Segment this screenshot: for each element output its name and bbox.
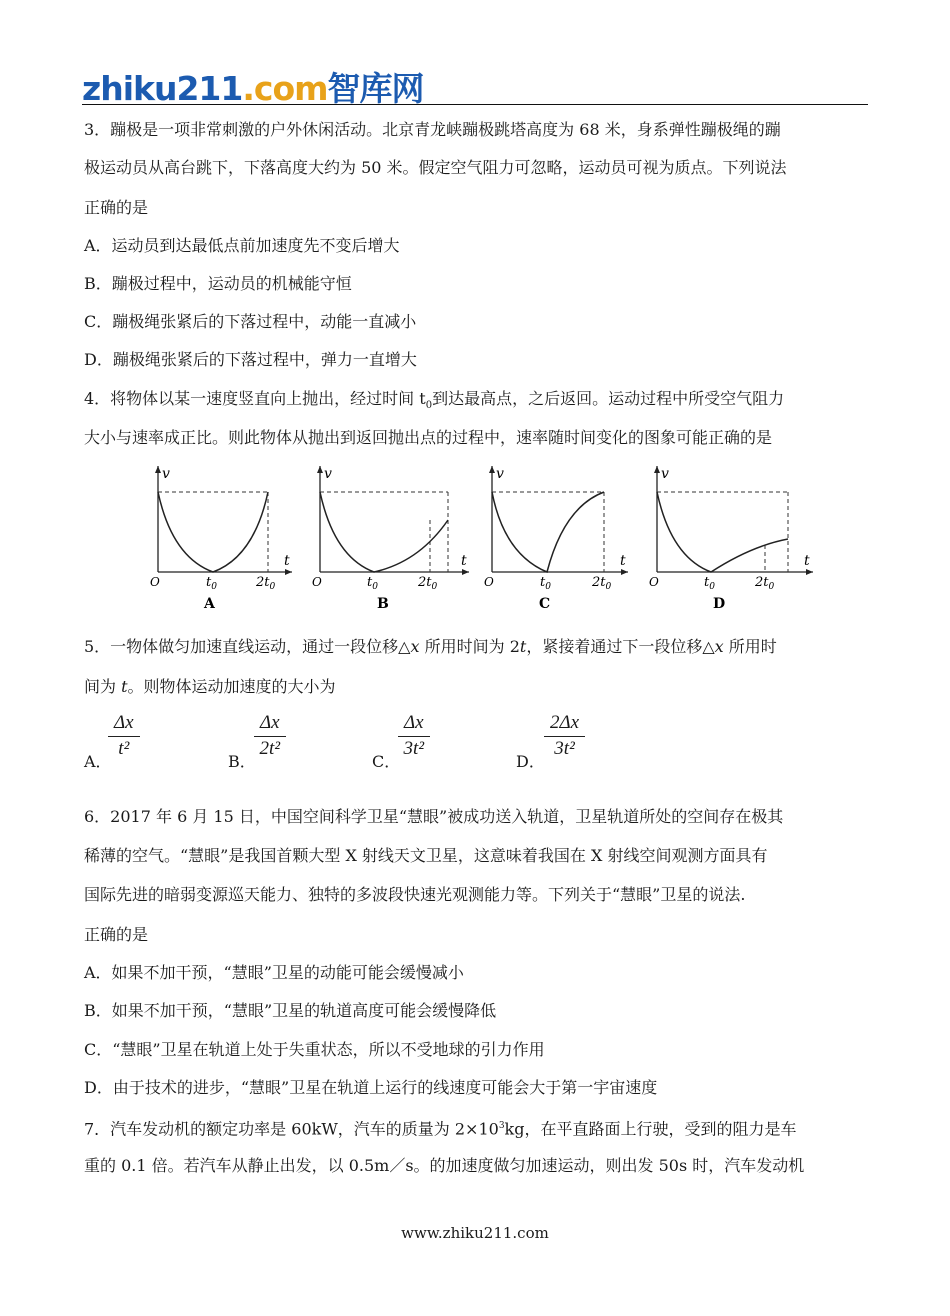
q3-line-1: 3．蹦极是一项非常刺激的户外休闲活动。北京青龙峡蹦极跳塔高度为 68 米，身系弹性蹦极绳的蹦 <box>84 120 781 139</box>
q4-line-1 <box>84 389 784 416</box>
q5-var-x2: x <box>714 637 724 656</box>
logo-text-3: 智库网 <box>327 69 424 108</box>
q5-var-t2: t <box>121 677 128 696</box>
q3-option-c: C．蹦极绳张紧后的下落过程中，动能一直减小 <box>84 312 417 331</box>
q5-option-a-letter: A． <box>84 752 112 771</box>
q7-sup: 3 <box>498 1121 505 1131</box>
q5-option-d-fraction <box>544 712 585 760</box>
graph-b <box>304 462 469 626</box>
graph-label: C <box>539 596 551 612</box>
q5-text-d: 所用时 <box>723 637 777 656</box>
q6-line-3: 国际先进的暗弱变源巡天能力、独特的多波段快速光观测能力等。下列关于“慧眼”卫星的说法. <box>84 885 746 904</box>
q5-option-b-fraction <box>254 712 286 760</box>
origin-label: O <box>484 575 494 589</box>
x-axis-arrow <box>285 569 292 575</box>
q3-option-d: D．蹦极绳张紧后的下落过程中，弹力一直增大 <box>84 350 417 369</box>
x-axis-arrow <box>806 569 813 575</box>
graph-label: A <box>204 596 215 612</box>
curve <box>492 492 604 572</box>
q6-option-d: D．由于技术的进步，“慧眼”卫星在轨道上运行的线速度可能会大于第一宇宙速度 <box>84 1078 658 1097</box>
graph-b-svg <box>304 462 469 622</box>
q4-line-2: 大小与速率成正比。则此物体从抛出到返回抛出点的过程中，速率随时间变化的图象可能正确的是 <box>84 428 773 447</box>
footer-url[interactable]: www.zhiku211.com <box>401 1224 549 1242</box>
q3-line-3: 正确的是 <box>84 198 149 217</box>
fraction-denominator: 2t² <box>259 738 281 759</box>
q3-option-b: B．蹦极过程中，运动员的机械能守恒 <box>84 274 352 293</box>
graph-c <box>476 462 631 626</box>
x-axis-arrow <box>462 569 469 575</box>
q5-text-f: 。则物体运动加速度的大小为 <box>127 677 336 696</box>
axis-t: t <box>804 553 810 569</box>
q5-text-b: 所用时间为 2 <box>419 637 520 656</box>
q4-text-a: 4．将物体以某一速度竖直向上抛出，经过时间 t <box>84 389 426 408</box>
y-axis-arrow <box>317 466 323 473</box>
fraction-denominator: 3t² <box>554 738 575 759</box>
axis-t: t <box>620 553 626 569</box>
origin-label: O <box>312 575 322 589</box>
q7-line-2: 重的 0.1 倍。若汽车从静止出发，以 0.5m／s。的加速度做匀加速运动，则出发 50s 时，汽车发动机 <box>84 1156 805 1175</box>
q5-var-t1: t <box>519 637 527 656</box>
tick-2t0: $2t_0$ <box>418 575 438 592</box>
axis-v: v <box>162 466 170 482</box>
graph-c-svg <box>476 462 631 622</box>
q6-option-a: A．如果不加干预，“慧眼”卫星的动能可能会缓慢减小 <box>84 963 464 982</box>
curve <box>320 492 448 572</box>
fraction-numerator: 2Δx <box>544 712 585 737</box>
q5-option-c-letter: C． <box>372 752 401 771</box>
graph-label: B <box>377 596 389 612</box>
tick-t0: $t_0$ <box>367 575 378 592</box>
tick-2t0: $2t_0$ <box>592 575 612 592</box>
graph-a-svg <box>142 462 292 622</box>
fraction-denominator: t² <box>118 738 130 759</box>
q4-sub: 0 <box>425 400 433 412</box>
fraction-denominator: 3t² <box>403 738 425 759</box>
axis-v: v <box>324 466 332 482</box>
logo-text-2: .com <box>242 69 328 108</box>
q5-line-2 <box>84 677 336 697</box>
q3-line-2: 极运动员从高台跳下，下落高度大约为 50 米。假定空气阻力可忽略，运动员可视为质点。下列说法 <box>84 158 787 177</box>
fraction-numerator: Δx <box>398 712 430 737</box>
curve <box>657 492 788 572</box>
y-axis-arrow <box>654 466 660 473</box>
graph-d <box>641 462 816 626</box>
q6-option-c: C．“慧眼”卫星在轨道上处于失重状态，所以不受地球的引力作用 <box>84 1040 545 1059</box>
origin-label: O <box>150 575 160 589</box>
x-axis-arrow <box>621 569 628 575</box>
q7-text-a: 7．汽车发动机的额定功率是 60kW，汽车的质量为 2×10 <box>84 1119 499 1139</box>
q5-line-1 <box>84 637 777 657</box>
header <box>82 69 868 108</box>
origin-label: O <box>649 575 659 589</box>
tick-2t0: $2t_0$ <box>755 575 775 592</box>
tick-t0: $t_0$ <box>704 575 715 592</box>
site-logo[interactable] <box>82 69 424 108</box>
tick-t0: $t_0$ <box>206 575 217 592</box>
q5-option-b-letter: B． <box>228 752 256 771</box>
axis-v: v <box>496 466 504 482</box>
q6-option-b: B．如果不加干预，“慧眼”卫星的轨道高度可能会缓慢降低 <box>84 1001 497 1020</box>
q5-var-x1: x <box>410 637 420 656</box>
graph-label: D <box>713 596 726 612</box>
axis-t: t <box>284 553 290 569</box>
q5-text-c: ，紧接着通过下一段位移△ <box>526 637 715 656</box>
axis-t: t <box>461 553 467 569</box>
graph-a <box>142 462 292 626</box>
q5-text-a: 5．一物体做匀加速直线运动，通过一段位移△ <box>84 637 411 656</box>
q4-text-b: 到达最高点，之后返回。运动过程中所受空气阻力 <box>432 389 785 408</box>
q7-line-1 <box>84 1116 797 1139</box>
tick-2t0: $2t_0$ <box>256 575 276 592</box>
axis-v: v <box>661 466 669 482</box>
q6-line-2: 稀薄的空气。“慧眼”是我国首颗大型 X 射线天文卫星，这意味着我国在 X 射线空间观测方面具有 <box>84 846 768 865</box>
y-axis-arrow <box>489 466 495 473</box>
fraction-numerator: Δx <box>108 712 140 737</box>
graph-d-svg <box>641 462 816 622</box>
q5-option-d-letter: D． <box>516 752 545 771</box>
q3-option-a: A．运动员到达最低点前加速度先不变后增大 <box>84 236 400 255</box>
q5-option-c-fraction <box>398 712 430 760</box>
q5-option-a-fraction <box>108 712 140 760</box>
fraction-numerator: Δx <box>254 712 286 737</box>
q6-line-1: 6．2017 年 6 月 15 日，中国空间科学卫星“慧眼”被成功送入轨道，卫星轨道所处的空间存在极其 <box>84 807 784 826</box>
tick-t0: $t_0$ <box>540 575 551 592</box>
q7-text-b: kg，在平直路面上行驶，受到的阻力是车 <box>504 1119 797 1139</box>
q5-text-e: 间为 <box>84 677 122 696</box>
q6-line-4: 正确的是 <box>84 925 149 944</box>
logo-text-1: zhiku211 <box>82 69 243 108</box>
header-rule <box>82 104 868 105</box>
y-axis-arrow <box>155 466 161 473</box>
curve <box>158 492 268 572</box>
